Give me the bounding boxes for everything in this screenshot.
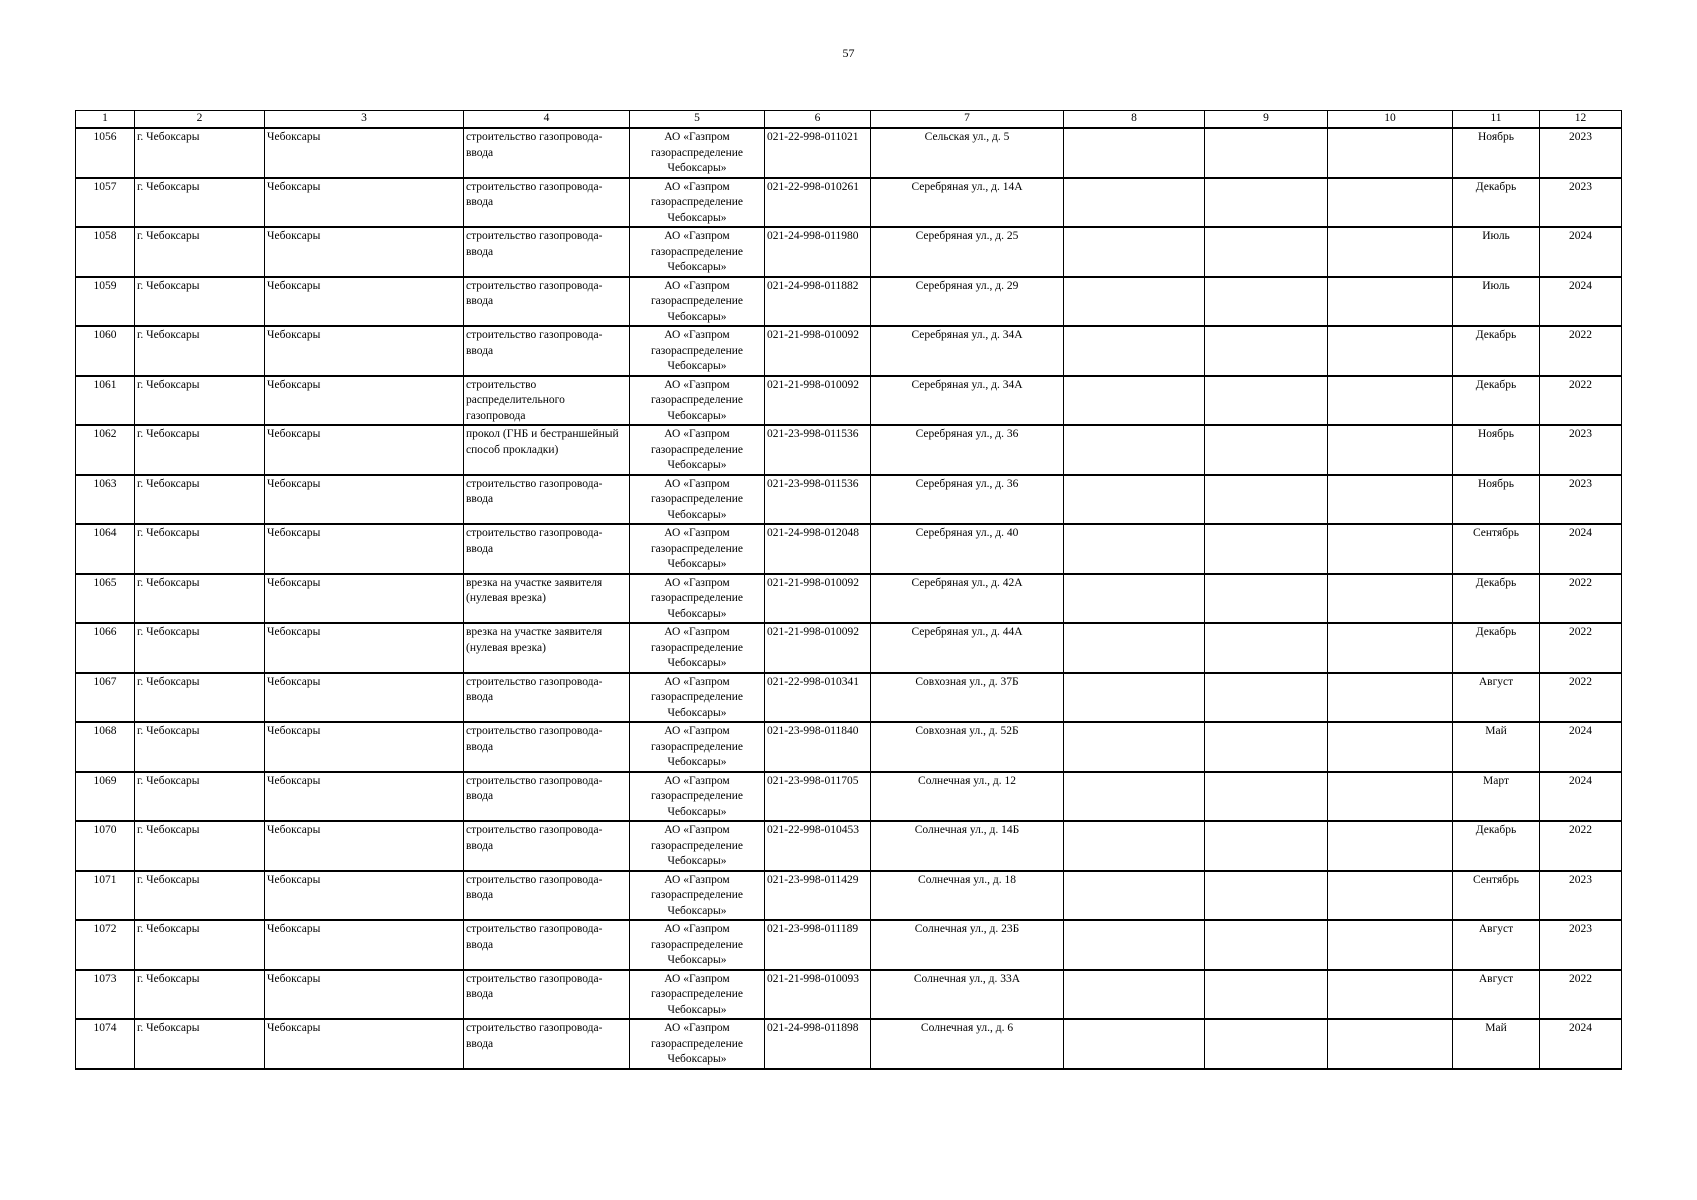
- locality-cell: Чебоксары: [265, 673, 464, 723]
- month-cell: Ноябрь: [1453, 128, 1540, 178]
- work-type-cell: строительство газопровода-ввода: [464, 128, 630, 178]
- column-9-cell: [1205, 871, 1328, 921]
- row-number-cell: 1062: [76, 425, 135, 475]
- table-row: [76, 178, 1622, 228]
- city-cell: г. Чебоксары: [135, 376, 265, 426]
- organization-cell: АО «Газпром газораспределение Чебоксары»: [630, 326, 765, 376]
- column-10-cell: [1328, 920, 1453, 970]
- locality-cell: Чебоксары: [265, 574, 464, 624]
- column-9-cell: [1205, 376, 1328, 426]
- month-cell: Ноябрь: [1453, 425, 1540, 475]
- table-row: [76, 128, 1622, 178]
- organization-cell: АО «Газпром газораспределение Чебоксары»: [630, 178, 765, 228]
- column-8-cell: [1064, 970, 1205, 1020]
- work-type-cell: строительство газопровода-ввода: [464, 524, 630, 574]
- column-8-cell: [1064, 326, 1205, 376]
- month-cell: Декабрь: [1453, 623, 1540, 673]
- column-9-cell: [1205, 574, 1328, 624]
- year-cell: 2023: [1540, 178, 1622, 228]
- row-number-cell: 1068: [76, 722, 135, 772]
- organization-cell: АО «Газпром газораспределение Чебоксары»: [630, 227, 765, 277]
- column-9-cell: [1205, 277, 1328, 327]
- column-8-cell: [1064, 524, 1205, 574]
- city-cell: г. Чебоксары: [135, 574, 265, 624]
- column-8-cell: [1064, 821, 1205, 871]
- column-8-cell: [1064, 227, 1205, 277]
- table-row: [76, 326, 1622, 376]
- column-9-cell: [1205, 425, 1328, 475]
- city-cell: г. Чебоксары: [135, 1019, 265, 1069]
- city-cell: г. Чебоксары: [135, 178, 265, 228]
- address-cell: Серебряная ул., д. 44А: [871, 623, 1064, 673]
- city-cell: г. Чебоксары: [135, 722, 265, 772]
- year-cell: 2024: [1540, 227, 1622, 277]
- city-cell: г. Чебоксары: [135, 871, 265, 921]
- column-header: 9: [1205, 111, 1328, 129]
- work-type-cell: строительство газопровода-ввода: [464, 277, 630, 327]
- application-code-cell: 021-21-998-010093: [765, 970, 871, 1020]
- organization-cell: АО «Газпром газораспределение Чебоксары»: [630, 574, 765, 624]
- column-10-cell: [1328, 574, 1453, 624]
- column-9-cell: [1205, 1019, 1328, 1069]
- application-code-cell: 021-21-998-010092: [765, 623, 871, 673]
- column-10-cell: [1328, 772, 1453, 822]
- column-9-cell: [1205, 326, 1328, 376]
- application-code-cell: 021-23-998-011429: [765, 871, 871, 921]
- application-code-cell: 021-23-998-011840: [765, 722, 871, 772]
- organization-cell: АО «Газпром газораспределение Чебоксары»: [630, 673, 765, 723]
- locality-cell: Чебоксары: [265, 475, 464, 525]
- organization-cell: АО «Газпром газораспределение Чебоксары»: [630, 821, 765, 871]
- column-9-cell: [1205, 673, 1328, 723]
- table-row: [76, 1019, 1622, 1069]
- locality-cell: Чебоксары: [265, 425, 464, 475]
- row-number-cell: 1067: [76, 673, 135, 723]
- application-code-cell: 021-24-998-011898: [765, 1019, 871, 1069]
- address-cell: Солнечная ул., д. 12: [871, 772, 1064, 822]
- month-cell: Август: [1453, 673, 1540, 723]
- work-type-cell: строительство распределительного газопровода: [464, 376, 630, 426]
- organization-cell: АО «Газпром газораспределение Чебоксары»: [630, 475, 765, 525]
- address-cell: Серебряная ул., д. 34А: [871, 326, 1064, 376]
- application-code-cell: 021-21-998-010092: [765, 326, 871, 376]
- locality-cell: Чебоксары: [265, 128, 464, 178]
- row-number-cell: 1072: [76, 920, 135, 970]
- column-10-cell: [1328, 1019, 1453, 1069]
- column-10-cell: [1328, 475, 1453, 525]
- organization-cell: АО «Газпром газораспределение Чебоксары»: [630, 871, 765, 921]
- year-cell: 2022: [1540, 623, 1622, 673]
- column-10-cell: [1328, 425, 1453, 475]
- column-9-cell: [1205, 970, 1328, 1020]
- row-number-cell: 1061: [76, 376, 135, 426]
- month-cell: Май: [1453, 1019, 1540, 1069]
- year-cell: 2022: [1540, 574, 1622, 624]
- organization-cell: АО «Газпром газораспределение Чебоксары»: [630, 376, 765, 426]
- row-number-cell: 1070: [76, 821, 135, 871]
- column-header: 2: [135, 111, 265, 129]
- year-cell: 2023: [1540, 425, 1622, 475]
- city-cell: г. Чебоксары: [135, 673, 265, 723]
- city-cell: г. Чебоксары: [135, 772, 265, 822]
- locality-cell: Чебоксары: [265, 227, 464, 277]
- work-type-cell: строительство газопровода-ввода: [464, 227, 630, 277]
- column-10-cell: [1328, 326, 1453, 376]
- work-type-cell: строительство газопровода-ввода: [464, 475, 630, 525]
- year-cell: 2022: [1540, 970, 1622, 1020]
- locality-cell: Чебоксары: [265, 871, 464, 921]
- table-row: [76, 673, 1622, 723]
- column-header: 8: [1064, 111, 1205, 129]
- application-code-cell: 021-23-998-011189: [765, 920, 871, 970]
- application-code-cell: 021-22-998-011021: [765, 128, 871, 178]
- row-number-cell: 1071: [76, 871, 135, 921]
- address-cell: Совхозная ул., д. 52Б: [871, 722, 1064, 772]
- column-8-cell: [1064, 277, 1205, 327]
- locality-cell: Чебоксары: [265, 178, 464, 228]
- address-cell: Солнечная ул., д. 14Б: [871, 821, 1064, 871]
- row-number-cell: 1059: [76, 277, 135, 327]
- column-header: 6: [765, 111, 871, 129]
- application-code-cell: 021-22-998-010453: [765, 821, 871, 871]
- row-number-cell: 1069: [76, 772, 135, 822]
- column-header: 11: [1453, 111, 1540, 129]
- column-header: 4: [464, 111, 630, 129]
- column-9-cell: [1205, 772, 1328, 822]
- locality-cell: Чебоксары: [265, 623, 464, 673]
- address-cell: Серебряная ул., д. 36: [871, 475, 1064, 525]
- column-10-cell: [1328, 128, 1453, 178]
- city-cell: г. Чебоксары: [135, 920, 265, 970]
- organization-cell: АО «Газпром газораспределение Чебоксары»: [630, 425, 765, 475]
- locality-cell: Чебоксары: [265, 970, 464, 1020]
- city-cell: г. Чебоксары: [135, 623, 265, 673]
- column-10-cell: [1328, 970, 1453, 1020]
- month-cell: Июль: [1453, 277, 1540, 327]
- year-cell: 2023: [1540, 920, 1622, 970]
- table-row: [76, 574, 1622, 624]
- work-type-cell: строительство газопровода-ввода: [464, 821, 630, 871]
- row-number-cell: 1063: [76, 475, 135, 525]
- organization-cell: АО «Газпром газораспределение Чебоксары»: [630, 772, 765, 822]
- address-cell: Серебряная ул., д. 36: [871, 425, 1064, 475]
- column-10-cell: [1328, 821, 1453, 871]
- address-cell: Солнечная ул., д. 6: [871, 1019, 1064, 1069]
- year-cell: 2024: [1540, 772, 1622, 822]
- column-8-cell: [1064, 376, 1205, 426]
- work-type-cell: строительство газопровода-ввода: [464, 673, 630, 723]
- column-10-cell: [1328, 178, 1453, 228]
- month-cell: Сентябрь: [1453, 524, 1540, 574]
- work-type-cell: врезка на участке заявителя (нулевая врезка): [464, 623, 630, 673]
- row-number-cell: 1065: [76, 574, 135, 624]
- column-8-cell: [1064, 1019, 1205, 1069]
- month-cell: Декабрь: [1453, 821, 1540, 871]
- page-number: 57: [842, 46, 855, 60]
- row-number-cell: 1060: [76, 326, 135, 376]
- application-code-cell: 021-24-998-011882: [765, 277, 871, 327]
- address-cell: Солнечная ул., д. 33А: [871, 970, 1064, 1020]
- city-cell: г. Чебоксары: [135, 425, 265, 475]
- column-9-cell: [1205, 524, 1328, 574]
- organization-cell: АО «Газпром газораспределение Чебоксары»: [630, 524, 765, 574]
- column-10-cell: [1328, 227, 1453, 277]
- application-code-cell: 021-21-998-010092: [765, 376, 871, 426]
- address-cell: Серебряная ул., д. 25: [871, 227, 1064, 277]
- city-cell: г. Чебоксары: [135, 970, 265, 1020]
- column-header: 1: [76, 111, 135, 129]
- column-header: 3: [265, 111, 464, 129]
- month-cell: Декабрь: [1453, 574, 1540, 624]
- column-header: 7: [871, 111, 1064, 129]
- year-cell: 2024: [1540, 277, 1622, 327]
- row-number-cell: 1058: [76, 227, 135, 277]
- column-9-cell: [1205, 821, 1328, 871]
- month-cell: Декабрь: [1453, 178, 1540, 228]
- column-9-cell: [1205, 227, 1328, 277]
- locality-cell: Чебоксары: [265, 722, 464, 772]
- column-header: 5: [630, 111, 765, 129]
- column-8-cell: [1064, 920, 1205, 970]
- city-cell: г. Чебоксары: [135, 277, 265, 327]
- month-cell: Ноябрь: [1453, 475, 1540, 525]
- year-cell: 2024: [1540, 1019, 1622, 1069]
- table-row: [76, 722, 1622, 772]
- work-type-cell: строительство газопровода-ввода: [464, 970, 630, 1020]
- column-8-cell: [1064, 722, 1205, 772]
- city-cell: г. Чебоксары: [135, 227, 265, 277]
- address-cell: Сельская ул., д. 5: [871, 128, 1064, 178]
- year-cell: 2023: [1540, 871, 1622, 921]
- month-cell: Март: [1453, 772, 1540, 822]
- application-code-cell: 021-23-998-011536: [765, 425, 871, 475]
- column-8-cell: [1064, 673, 1205, 723]
- table-row: [76, 970, 1622, 1020]
- table-row: [76, 475, 1622, 525]
- month-cell: Август: [1453, 920, 1540, 970]
- application-code-cell: 021-23-998-011536: [765, 475, 871, 525]
- column-10-cell: [1328, 673, 1453, 723]
- application-code-cell: 021-22-998-010261: [765, 178, 871, 228]
- work-type-cell: строительство газопровода-ввода: [464, 871, 630, 921]
- address-cell: Солнечная ул., д. 18: [871, 871, 1064, 921]
- address-cell: Серебряная ул., д. 42А: [871, 574, 1064, 624]
- column-10-cell: [1328, 524, 1453, 574]
- organization-cell: АО «Газпром газораспределение Чебоксары»: [630, 722, 765, 772]
- year-cell: 2023: [1540, 475, 1622, 525]
- locality-cell: Чебоксары: [265, 772, 464, 822]
- year-cell: 2022: [1540, 376, 1622, 426]
- column-10-cell: [1328, 623, 1453, 673]
- table-row: [76, 227, 1622, 277]
- organization-cell: АО «Газпром газораспределение Чебоксары»: [630, 970, 765, 1020]
- column-9-cell: [1205, 920, 1328, 970]
- organization-cell: АО «Газпром газораспределение Чебоксары»: [630, 128, 765, 178]
- table-row: [76, 524, 1622, 574]
- work-type-cell: строительство газопровода-ввода: [464, 1019, 630, 1069]
- column-10-cell: [1328, 277, 1453, 327]
- work-type-cell: строительство газопровода-ввода: [464, 722, 630, 772]
- organization-cell: АО «Газпром газораспределение Чебоксары»: [630, 920, 765, 970]
- table-row: [76, 376, 1622, 426]
- column-header: 12: [1540, 111, 1622, 129]
- table-row: [76, 623, 1622, 673]
- year-cell: 2022: [1540, 821, 1622, 871]
- column-10-cell: [1328, 722, 1453, 772]
- table-row: [76, 871, 1622, 921]
- row-number-cell: 1056: [76, 128, 135, 178]
- month-cell: Декабрь: [1453, 376, 1540, 426]
- city-cell: г. Чебоксары: [135, 326, 265, 376]
- column-8-cell: [1064, 871, 1205, 921]
- address-cell: Солнечная ул., д. 23Б: [871, 920, 1064, 970]
- column-9-cell: [1205, 475, 1328, 525]
- row-number-cell: 1064: [76, 524, 135, 574]
- work-type-cell: врезка на участке заявителя (нулевая врезка): [464, 574, 630, 624]
- address-cell: Серебряная ул., д. 40: [871, 524, 1064, 574]
- column-10-cell: [1328, 376, 1453, 426]
- month-cell: Декабрь: [1453, 326, 1540, 376]
- locality-cell: Чебоксары: [265, 376, 464, 426]
- locality-cell: Чебоксары: [265, 277, 464, 327]
- application-code-cell: 021-21-998-010092: [765, 574, 871, 624]
- header-row: [76, 111, 1622, 129]
- row-number-cell: 1066: [76, 623, 135, 673]
- organization-cell: АО «Газпром газораспределение Чебоксары»: [630, 623, 765, 673]
- column-8-cell: [1064, 128, 1205, 178]
- column-header: 10: [1328, 111, 1453, 129]
- locality-cell: Чебоксары: [265, 524, 464, 574]
- year-cell: 2022: [1540, 673, 1622, 723]
- column-8-cell: [1064, 178, 1205, 228]
- application-code-cell: 021-22-998-010341: [765, 673, 871, 723]
- column-8-cell: [1064, 574, 1205, 624]
- row-number-cell: 1073: [76, 970, 135, 1020]
- work-type-cell: строительство газопровода-ввода: [464, 178, 630, 228]
- month-cell: Сентябрь: [1453, 871, 1540, 921]
- table-row: [76, 821, 1622, 871]
- address-cell: Серебряная ул., д. 14А: [871, 178, 1064, 228]
- column-8-cell: [1064, 425, 1205, 475]
- year-cell: 2024: [1540, 524, 1622, 574]
- table-row: [76, 772, 1622, 822]
- table-row: [76, 425, 1622, 475]
- organization-cell: АО «Газпром газораспределение Чебоксары»: [630, 277, 765, 327]
- locality-cell: Чебоксары: [265, 920, 464, 970]
- address-cell: Серебряная ул., д. 34А: [871, 376, 1064, 426]
- address-cell: Серебряная ул., д. 29: [871, 277, 1064, 327]
- work-type-cell: прокол (ГНБ и бестраншейный способ прокладки): [464, 425, 630, 475]
- city-cell: г. Чебоксары: [135, 475, 265, 525]
- row-number-cell: 1074: [76, 1019, 135, 1069]
- application-code-cell: 021-23-998-011705: [765, 772, 871, 822]
- application-code-cell: 021-24-998-011980: [765, 227, 871, 277]
- column-8-cell: [1064, 772, 1205, 822]
- locality-cell: Чебоксары: [265, 326, 464, 376]
- application-code-cell: 021-24-998-012048: [765, 524, 871, 574]
- locality-cell: Чебоксары: [265, 1019, 464, 1069]
- row-number-cell: 1057: [76, 178, 135, 228]
- organization-cell: АО «Газпром газораспределение Чебоксары»: [630, 1019, 765, 1069]
- work-type-cell: строительство газопровода-ввода: [464, 326, 630, 376]
- registry-body: [76, 128, 1622, 1069]
- column-8-cell: [1064, 475, 1205, 525]
- work-type-cell: строительство газопровода-ввода: [464, 772, 630, 822]
- year-cell: 2024: [1540, 722, 1622, 772]
- column-9-cell: [1205, 178, 1328, 228]
- column-9-cell: [1205, 623, 1328, 673]
- month-cell: Июль: [1453, 227, 1540, 277]
- address-cell: Совхозная ул., д. 37Б: [871, 673, 1064, 723]
- column-10-cell: [1328, 871, 1453, 921]
- column-9-cell: [1205, 128, 1328, 178]
- table-row: [76, 920, 1622, 970]
- column-9-cell: [1205, 722, 1328, 772]
- column-8-cell: [1064, 623, 1205, 673]
- city-cell: г. Чебоксары: [135, 128, 265, 178]
- work-type-cell: строительство газопровода-ввода: [464, 920, 630, 970]
- locality-cell: Чебоксары: [265, 821, 464, 871]
- month-cell: Август: [1453, 970, 1540, 1020]
- city-cell: г. Чебоксары: [135, 524, 265, 574]
- city-cell: г. Чебоксары: [135, 821, 265, 871]
- year-cell: 2022: [1540, 326, 1622, 376]
- month-cell: Май: [1453, 722, 1540, 772]
- table-row: [76, 277, 1622, 327]
- registry-table: [75, 110, 1622, 1070]
- year-cell: 2023: [1540, 128, 1622, 178]
